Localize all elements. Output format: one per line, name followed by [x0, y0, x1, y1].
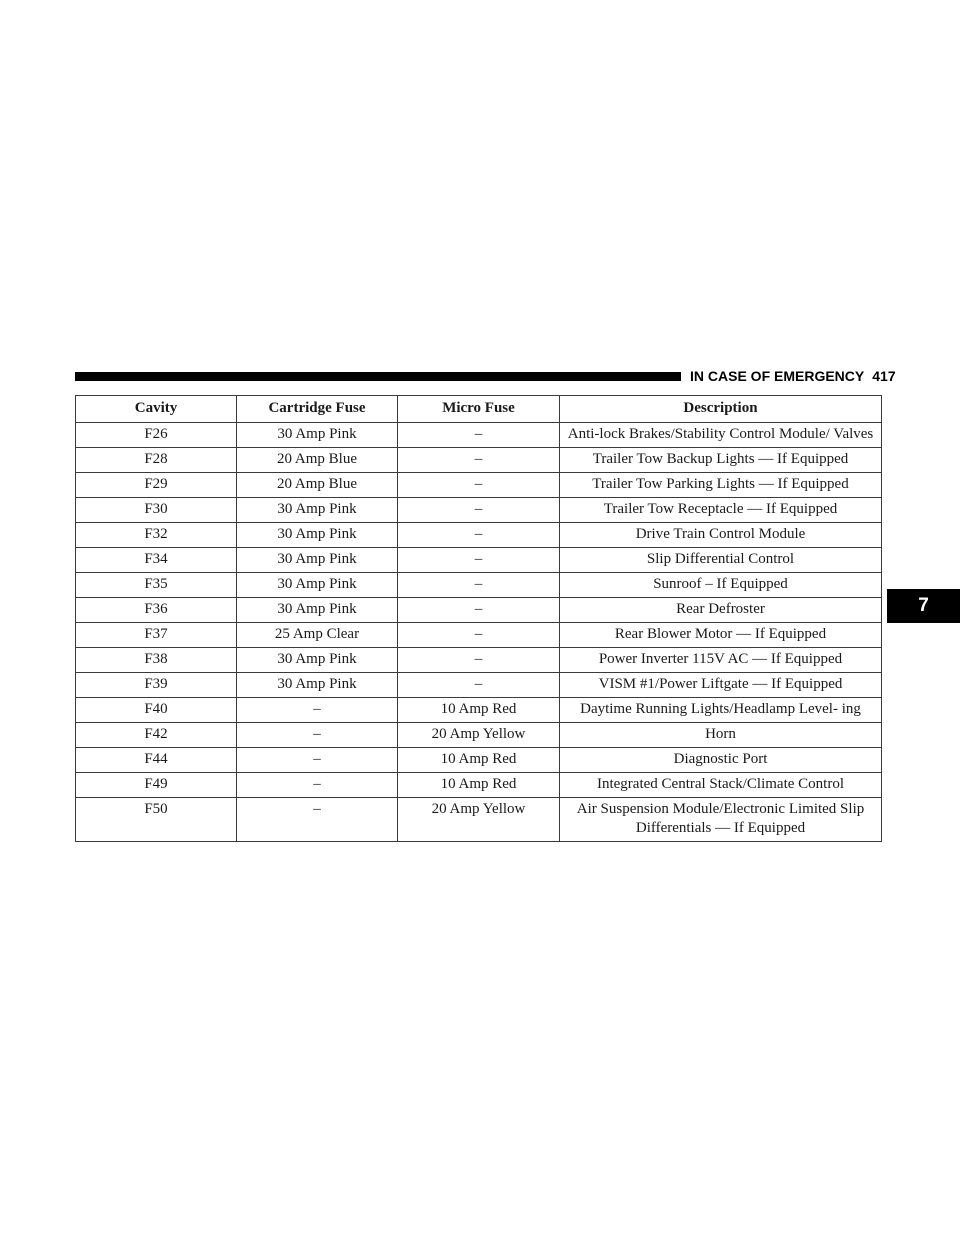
- table-row: [76, 773, 882, 798]
- cartridge-fuse-cell: 25 Amp Clear: [237, 623, 398, 648]
- description-cell: Anti-lock Brakes/Stability Control Module/ Valves: [560, 423, 882, 448]
- micro-fuse-cell: –: [398, 473, 560, 498]
- description-cell: Rear Defroster: [560, 598, 882, 623]
- cavity-cell: F30: [76, 498, 237, 523]
- description-cell: Daytime Running Lights/Headlamp Level- ing: [560, 698, 882, 723]
- table-row: [76, 673, 882, 698]
- description-cell: Drive Train Control Module: [560, 523, 882, 548]
- cavity-cell: F42: [76, 723, 237, 748]
- fuse-table: [75, 395, 882, 842]
- micro-fuse-cell: 20 Amp Yellow: [398, 723, 560, 748]
- cavity-cell: F36: [76, 598, 237, 623]
- cavity-cell: F38: [76, 648, 237, 673]
- description-cell: Air Suspension Module/Electronic Limited Slip Differentials — If Equipped: [560, 798, 882, 842]
- micro-fuse-cell: –: [398, 598, 560, 623]
- table-header-row: [76, 396, 882, 423]
- cavity-cell: F44: [76, 748, 237, 773]
- cartridge-fuse-cell: 30 Amp Pink: [237, 673, 398, 698]
- cartridge-fuse-cell: 30 Amp Pink: [237, 573, 398, 598]
- description-cell: Slip Differential Control: [560, 548, 882, 573]
- micro-fuse-cell: 10 Amp Red: [398, 748, 560, 773]
- column-header-micro-fuse: Micro Fuse: [398, 396, 560, 423]
- table-row: [76, 648, 882, 673]
- running-header: [690, 367, 896, 385]
- micro-fuse-cell: –: [398, 523, 560, 548]
- description-cell: VISM #1/Power Liftgate — If Equipped: [560, 673, 882, 698]
- table-row: [76, 448, 882, 473]
- cavity-cell: F34: [76, 548, 237, 573]
- table-row: [76, 798, 882, 842]
- cavity-cell: F39: [76, 673, 237, 698]
- table-body: [76, 423, 882, 842]
- cavity-cell: F32: [76, 523, 237, 548]
- cartridge-fuse-cell: 30 Amp Pink: [237, 598, 398, 623]
- table-row: [76, 423, 882, 448]
- table-row: [76, 523, 882, 548]
- description-cell: Power Inverter 115V AC — If Equipped: [560, 648, 882, 673]
- micro-fuse-cell: –: [398, 648, 560, 673]
- column-header-cartridge-fuse: Cartridge Fuse: [237, 396, 398, 423]
- table-row: [76, 748, 882, 773]
- table-row: [76, 698, 882, 723]
- micro-fuse-cell: –: [398, 548, 560, 573]
- micro-fuse-cell: –: [398, 498, 560, 523]
- page-number: 417: [872, 368, 896, 384]
- cartridge-fuse-cell: –: [237, 748, 398, 773]
- table-row: [76, 723, 882, 748]
- description-cell: Sunroof – If Equipped: [560, 573, 882, 598]
- description-cell: Rear Blower Motor — If Equipped: [560, 623, 882, 648]
- cartridge-fuse-cell: 30 Amp Pink: [237, 523, 398, 548]
- description-cell: Trailer Tow Parking Lights — If Equipped: [560, 473, 882, 498]
- section-title: IN CASE OF EMERGENCY: [690, 368, 865, 384]
- cavity-cell: F40: [76, 698, 237, 723]
- cavity-cell: F37: [76, 623, 237, 648]
- table-row: [76, 623, 882, 648]
- description-cell: Integrated Central Stack/Climate Control: [560, 773, 882, 798]
- cavity-cell: F28: [76, 448, 237, 473]
- micro-fuse-cell: –: [398, 623, 560, 648]
- description-cell: Diagnostic Port: [560, 748, 882, 773]
- cartridge-fuse-cell: 20 Amp Blue: [237, 473, 398, 498]
- cavity-cell: F29: [76, 473, 237, 498]
- cartridge-fuse-cell: –: [237, 698, 398, 723]
- cartridge-fuse-cell: 30 Amp Pink: [237, 548, 398, 573]
- description-cell: Trailer Tow Backup Lights — If Equipped: [560, 448, 882, 473]
- micro-fuse-cell: 10 Amp Red: [398, 698, 560, 723]
- cavity-cell: F49: [76, 773, 237, 798]
- cartridge-fuse-cell: 30 Amp Pink: [237, 423, 398, 448]
- table-row: [76, 498, 882, 523]
- micro-fuse-cell: –: [398, 673, 560, 698]
- cartridge-fuse-cell: 30 Amp Pink: [237, 498, 398, 523]
- micro-fuse-cell: –: [398, 448, 560, 473]
- table-row: [76, 573, 882, 598]
- cavity-cell: F50: [76, 798, 237, 842]
- table-row: [76, 473, 882, 498]
- micro-fuse-cell: 20 Amp Yellow: [398, 798, 560, 842]
- cartridge-fuse-cell: –: [237, 723, 398, 748]
- header-rule: [75, 372, 681, 381]
- cartridge-fuse-cell: –: [237, 798, 398, 842]
- cavity-cell: F35: [76, 573, 237, 598]
- description-cell: Horn: [560, 723, 882, 748]
- micro-fuse-cell: –: [398, 573, 560, 598]
- micro-fuse-cell: –: [398, 423, 560, 448]
- table-row: [76, 548, 882, 573]
- cartridge-fuse-cell: 30 Amp Pink: [237, 648, 398, 673]
- column-header-cavity: Cavity: [76, 396, 237, 423]
- chapter-tab: 7: [887, 589, 960, 623]
- micro-fuse-cell: 10 Amp Red: [398, 773, 560, 798]
- description-cell: Trailer Tow Receptacle — If Equipped: [560, 498, 882, 523]
- cartridge-fuse-cell: 20 Amp Blue: [237, 448, 398, 473]
- cavity-cell: F26: [76, 423, 237, 448]
- cartridge-fuse-cell: –: [237, 773, 398, 798]
- table-row: [76, 598, 882, 623]
- column-header-description: Description: [560, 396, 882, 423]
